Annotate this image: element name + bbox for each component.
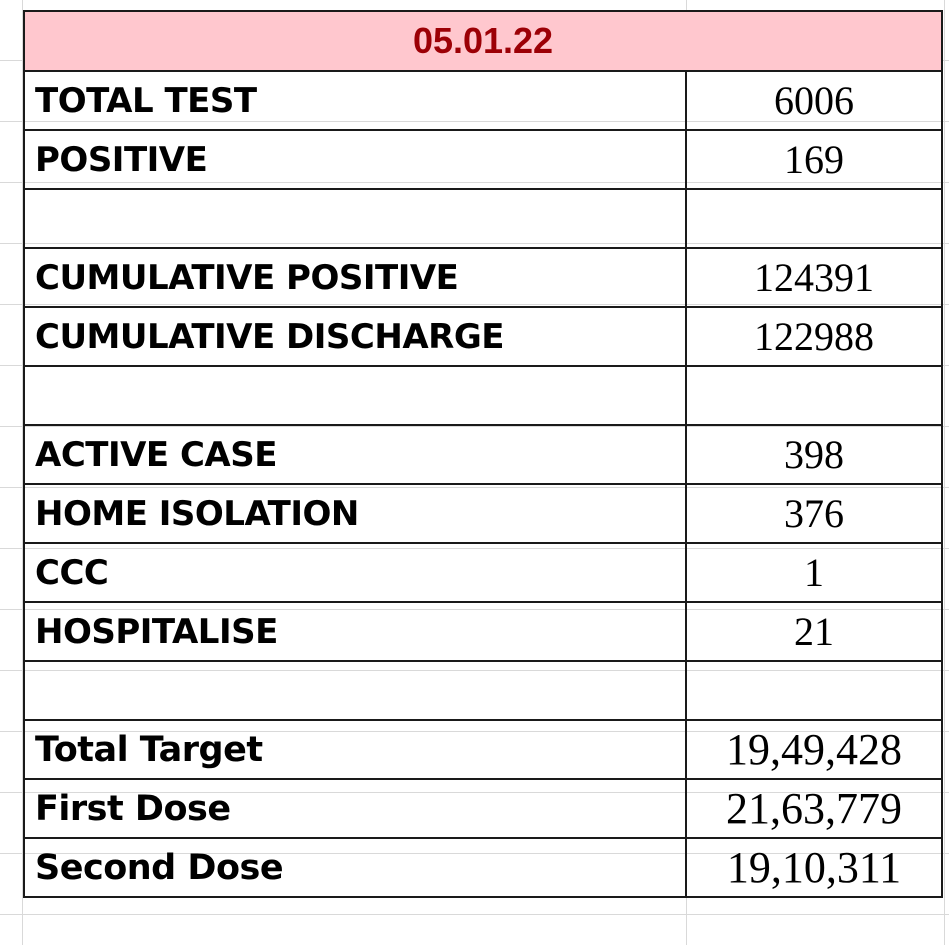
hospitalise-label[interactable]: HOSPITALISE xyxy=(24,602,686,661)
ccc-label[interactable]: CCC xyxy=(24,543,686,602)
table-row xyxy=(24,779,942,838)
table-row xyxy=(24,543,942,602)
total-target-value[interactable]: 19,49,428 xyxy=(686,720,942,779)
table-row-empty xyxy=(24,366,942,425)
date-header-cell[interactable]: 05.01.22 xyxy=(24,11,942,71)
total-test-label[interactable]: TOTAL TEST xyxy=(24,71,686,130)
first-dose-value[interactable]: 21,63,779 xyxy=(686,779,942,838)
table-row xyxy=(24,720,942,779)
empty-label-cell[interactable] xyxy=(24,189,686,248)
sheet-gridline xyxy=(944,0,945,945)
hospitalise-value[interactable]: 21 xyxy=(686,602,942,661)
table-row-empty xyxy=(24,189,942,248)
active-case-label[interactable]: ACTIVE CASE xyxy=(24,425,686,484)
active-case-value[interactable]: 398 xyxy=(686,425,942,484)
table-row-empty xyxy=(24,661,942,720)
empty-value-cell[interactable] xyxy=(686,661,942,720)
table-row xyxy=(24,248,942,307)
ccc-value[interactable]: 1 xyxy=(686,543,942,602)
cumulative-discharge-value[interactable]: 122988 xyxy=(686,307,942,366)
table-row xyxy=(24,484,942,543)
home-isolation-value[interactable]: 376 xyxy=(686,484,942,543)
empty-value-cell[interactable] xyxy=(686,189,942,248)
total-test-value[interactable]: 6006 xyxy=(686,71,942,130)
table-row xyxy=(24,602,942,661)
empty-label-cell[interactable] xyxy=(24,366,686,425)
positive-value[interactable]: 169 xyxy=(686,130,942,189)
empty-value-cell[interactable] xyxy=(686,366,942,425)
total-target-label[interactable]: Total Target xyxy=(24,720,686,779)
home-isolation-label[interactable]: HOME ISOLATION xyxy=(24,484,686,543)
second-dose-value[interactable]: 19,10,311 xyxy=(686,838,942,897)
table-row xyxy=(24,425,942,484)
covid-report-table xyxy=(23,10,943,898)
cumulative-positive-label[interactable]: CUMULATIVE POSITIVE xyxy=(24,248,686,307)
cumulative-positive-value[interactable]: 124391 xyxy=(686,248,942,307)
empty-label-cell[interactable] xyxy=(24,661,686,720)
table-row xyxy=(24,71,942,130)
positive-label[interactable]: POSITIVE xyxy=(24,130,686,189)
header-row xyxy=(24,11,942,71)
table-row xyxy=(24,307,942,366)
table-row xyxy=(24,130,942,189)
second-dose-label[interactable]: Second Dose xyxy=(24,838,686,897)
first-dose-label[interactable]: First Dose xyxy=(24,779,686,838)
cumulative-discharge-label[interactable]: CUMULATIVE DISCHARGE xyxy=(24,307,686,366)
table-row xyxy=(24,838,942,897)
